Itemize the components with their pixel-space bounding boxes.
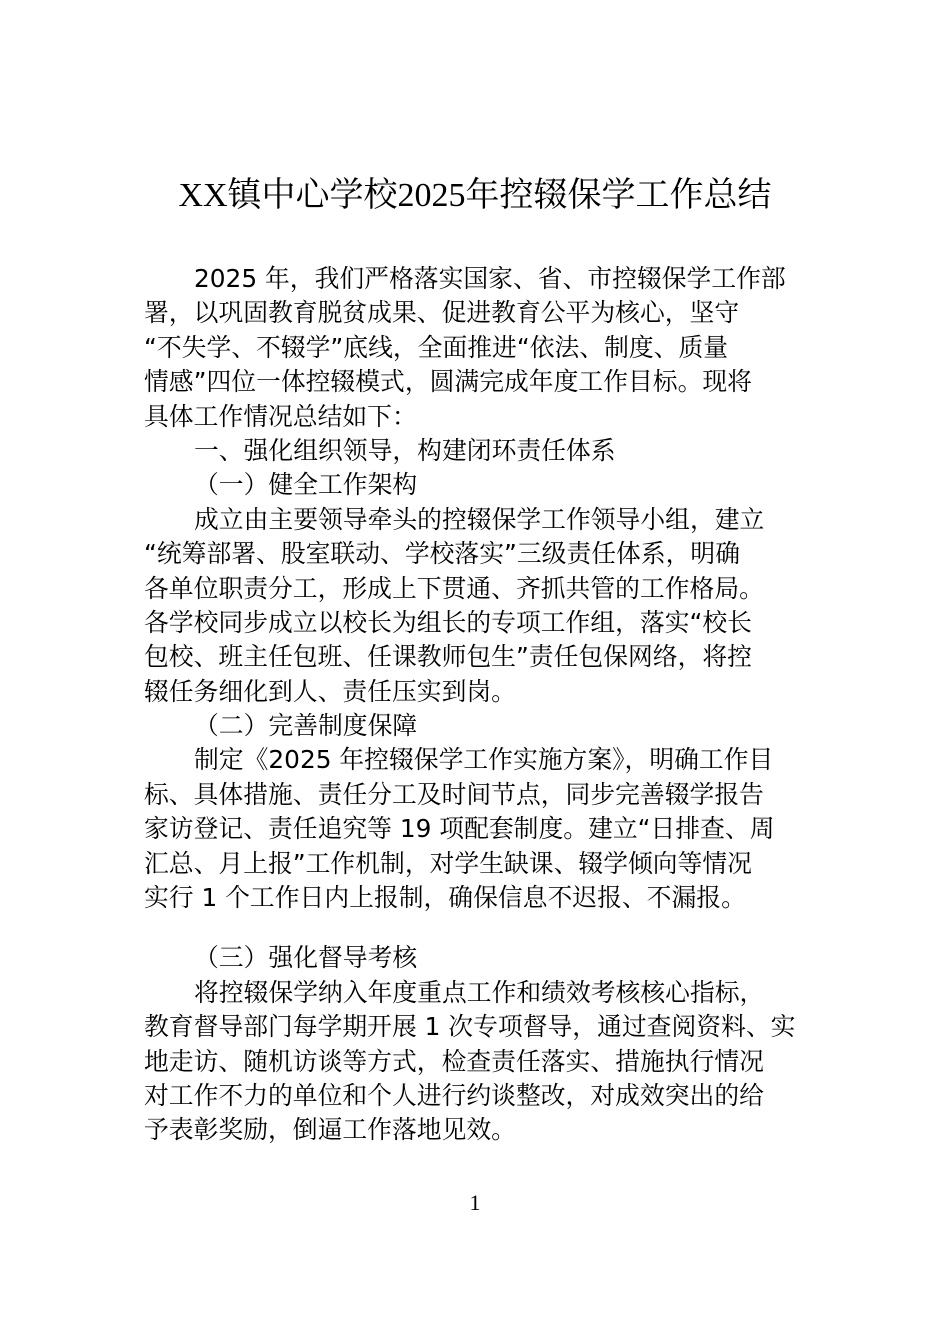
text-line: 对工作不力的单位和个人进行约谈整改，对成效突出的给 [144, 1080, 764, 1110]
text-line: 情感”四位一体控辍模式，圆满完成年度工作目标。现将 [144, 367, 752, 397]
text-line: “统筹部署、股室联动、学校落实”三级责任体系，明确 [144, 539, 741, 569]
document-body [144, 262, 808, 1148]
text-line: 辍任务细化到人、责任压实到岗。 [144, 676, 516, 706]
intro-paragraph [144, 262, 808, 434]
text-line: 将控辍保学纳入年度重点工作和绩效考核核心指标， [194, 977, 765, 1007]
text-line: 2025 年，我们严格落实国家、省、市控辍保学工作部 [194, 264, 786, 293]
text-line: 实行 1 个工作日内上报制，确保信息不迟报、不漏报。 [144, 883, 746, 913]
text-line: 具体工作情况总结如下： [144, 401, 417, 431]
text-line: 各学校同步成立以校长为组长的专项工作组，落实“校长 [144, 607, 752, 637]
text-line: 汇总、月上报”工作机制，对学生缺课、辍学倾向等情况 [144, 848, 752, 878]
text-line: 各单位职责分工，形成上下贯通、齐抓共管的工作格局。 [144, 573, 764, 603]
text-line: “不失学、不辍学”底线，全面推进“依法、制度、质量 [144, 332, 729, 362]
subsection-heading-3: （三）强化督导考核 [194, 943, 418, 973]
text-line: 予表彰奖励，倒逼工作落地见效。 [144, 1115, 516, 1145]
page-number: 1 [469, 1190, 481, 1215]
text-line: 地走访、随机访谈等方式，检查责任落实、措施执行情况 [144, 1046, 764, 1076]
text-line: 包校、班主任包班、任课教师包生”责任包保网络，将控 [144, 642, 752, 672]
paragraph-gap [144, 915, 808, 941]
text-line: 署，以巩固教育脱贫成果、促进教育公平为核心，坚守 [144, 298, 740, 328]
document-title: XX镇中心学校2025年控辍保学工作总结 [178, 177, 772, 214]
text-line: 教育督导部门每学期开展 1 次专项督导，通过查阅资料、实 [144, 1012, 796, 1042]
text-line: 制定《2025 年控辍保学工作实施方案》，明确工作目 [194, 745, 774, 775]
subsection-heading-2: （二）完善制度保障 [194, 711, 418, 741]
text-line: 成立由主要领导牵头的控辍保学工作领导小组，建立 [194, 504, 765, 534]
subsection-paragraph-3 [144, 976, 808, 1148]
subsection-heading-1: （一）健全工作架构 [194, 470, 418, 500]
text-line: 家访登记、责任追究等 19 项配套制度。建立“日排查、周 [144, 814, 775, 844]
section-heading-1: 一、强化组织领导，构建闭环责任体系 [194, 435, 616, 465]
subsection-paragraph-1 [144, 503, 808, 709]
text-line: 标、具体措施、责任分工及时间节点，同步完善辍学报告 [144, 779, 764, 809]
subsection-paragraph-2 [144, 743, 808, 915]
